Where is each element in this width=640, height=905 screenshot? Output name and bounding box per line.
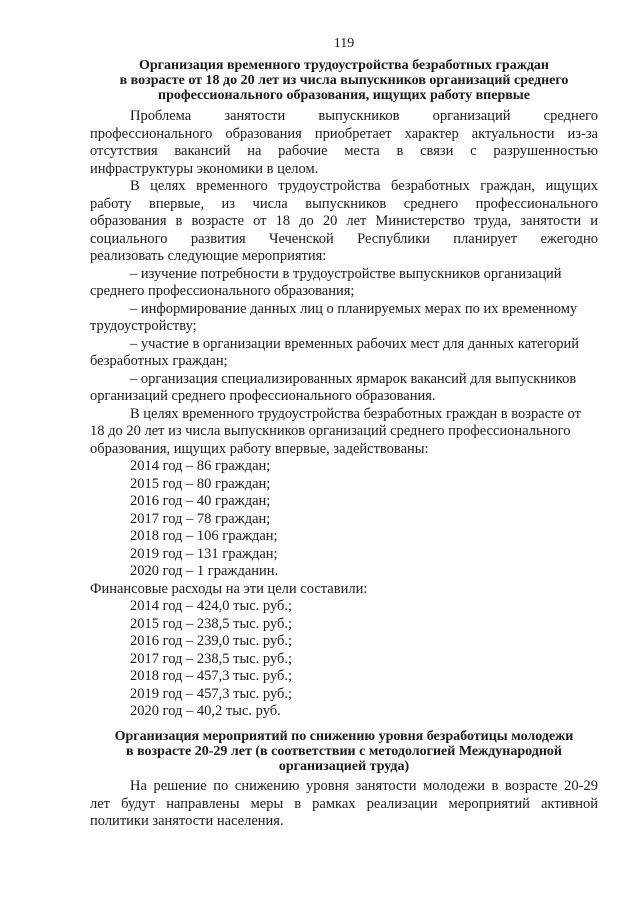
section2-para1-line: лет будут направлены меры в рамках реализации мероприятий активной	[90, 796, 598, 812]
section1-para2-line: работу впервые, из числа выпускников среднего профессионального	[90, 196, 598, 212]
employed-year-item: 2017 год – 78 граждан;	[130, 511, 271, 527]
section2-para1-line: политики занятости населения.	[90, 813, 284, 829]
measure-item-continuation: организаций среднего профессионального образования.	[90, 388, 436, 404]
section1-title-line: в возрасте от 18 до 20 лет из числа выпускников организаций среднего	[119, 73, 569, 88]
section1-para2-line: социального развития Чеченской Республики планирует ежегодно	[90, 231, 598, 247]
expense-year-item: 2018 год – 457,3 тыс. руб.;	[130, 668, 293, 684]
expense-year-item: 2020 год – 40,2 тыс. руб.	[130, 703, 281, 719]
page-number: 119	[333, 36, 355, 51]
section1-para1-line: инфраструктуры экономики в целом.	[90, 161, 319, 177]
section1-title-line: Организация временного трудоустройства безработных граждан	[139, 58, 549, 73]
section1-para3-line: образования, ищущих работу впервые, задействованы:	[90, 441, 429, 457]
section1-para1-line: Проблема занятости выпускников организаций среднего	[130, 108, 598, 124]
employed-year-item: 2018 год – 106 граждан;	[130, 528, 278, 544]
measure-item-continuation: трудоустройству;	[90, 318, 197, 334]
measure-item-continuation: безработных граждан;	[90, 353, 228, 369]
section1-para1-line: отсутствия вакансий на рабочие места в связи с разрушенностью	[90, 143, 598, 159]
employed-year-item: 2014 год – 86 граждан;	[130, 458, 271, 474]
expense-year-item: 2014 год – 424,0 тыс. руб.;	[130, 598, 293, 614]
section1-para3-line: 18 до 20 лет из числа выпускников организаций среднего профессионального	[90, 423, 571, 439]
section2-title-line: в возрасте 20-29 лет (в соответствии с методологией Международной	[126, 744, 562, 759]
measure-item: – организация специализированных ярмарок вакансий для выпускников	[130, 371, 577, 387]
section2-title-line: Организация мероприятий по снижению уровня безработицы молодежи	[114, 729, 574, 744]
section2-para1-line: На решение по снижению уровня занятости молодежи в возрасте 20-29	[130, 778, 598, 794]
measure-item-continuation: среднего профессионального образования;	[90, 283, 355, 299]
section2-title-line: организацией труда)	[278, 759, 410, 774]
section2-title	[90, 729, 598, 774]
section1-para2-line: образования в возрасте от 18 до 20 лет Министерство труда, занятости и	[90, 213, 598, 229]
expense-year-item: 2017 год – 238,5 тыс. руб.;	[130, 651, 293, 667]
section1-para3-line: В целях временного трудоустройства безработных граждан в возрасте от	[130, 406, 581, 422]
measure-item: – изучение потребности в трудоустройстве выпускников организаций	[130, 266, 562, 282]
section1-para1-line: профессионального образования приобретает характер актуальности из-за	[90, 126, 598, 142]
expense-year-item: 2019 год – 457,3 тыс. руб.;	[130, 686, 293, 702]
employed-year-item: 2019 год – 131 граждан;	[130, 546, 278, 562]
measure-item: – информирование данных лиц о планируемых мерах по их временному	[130, 301, 578, 317]
expense-year-item: 2016 год – 239,0 тыс. руб.;	[130, 633, 293, 649]
employed-year-item: 2015 год – 80 граждан;	[130, 476, 271, 492]
section1-para2-line: реализовать следующие мероприятия:	[90, 248, 327, 264]
expenses-intro: Финансовые расходы на эти цели составили:	[90, 581, 368, 597]
section1-title	[90, 58, 598, 103]
section1-para2-line: В целях временного трудоустройства безработных граждан, ищущих	[130, 178, 598, 194]
expense-year-item: 2015 год – 238,5 тыс. руб.;	[130, 616, 293, 632]
section1-title-line: профессионального образования, ищущих работу впервые	[158, 88, 530, 103]
employed-year-item: 2020 год – 1 гражданин.	[130, 563, 279, 579]
employed-year-item: 2016 год – 40 граждан;	[130, 493, 271, 509]
measure-item: – участие в организации временных рабочих мест для данных категорий	[130, 336, 580, 352]
